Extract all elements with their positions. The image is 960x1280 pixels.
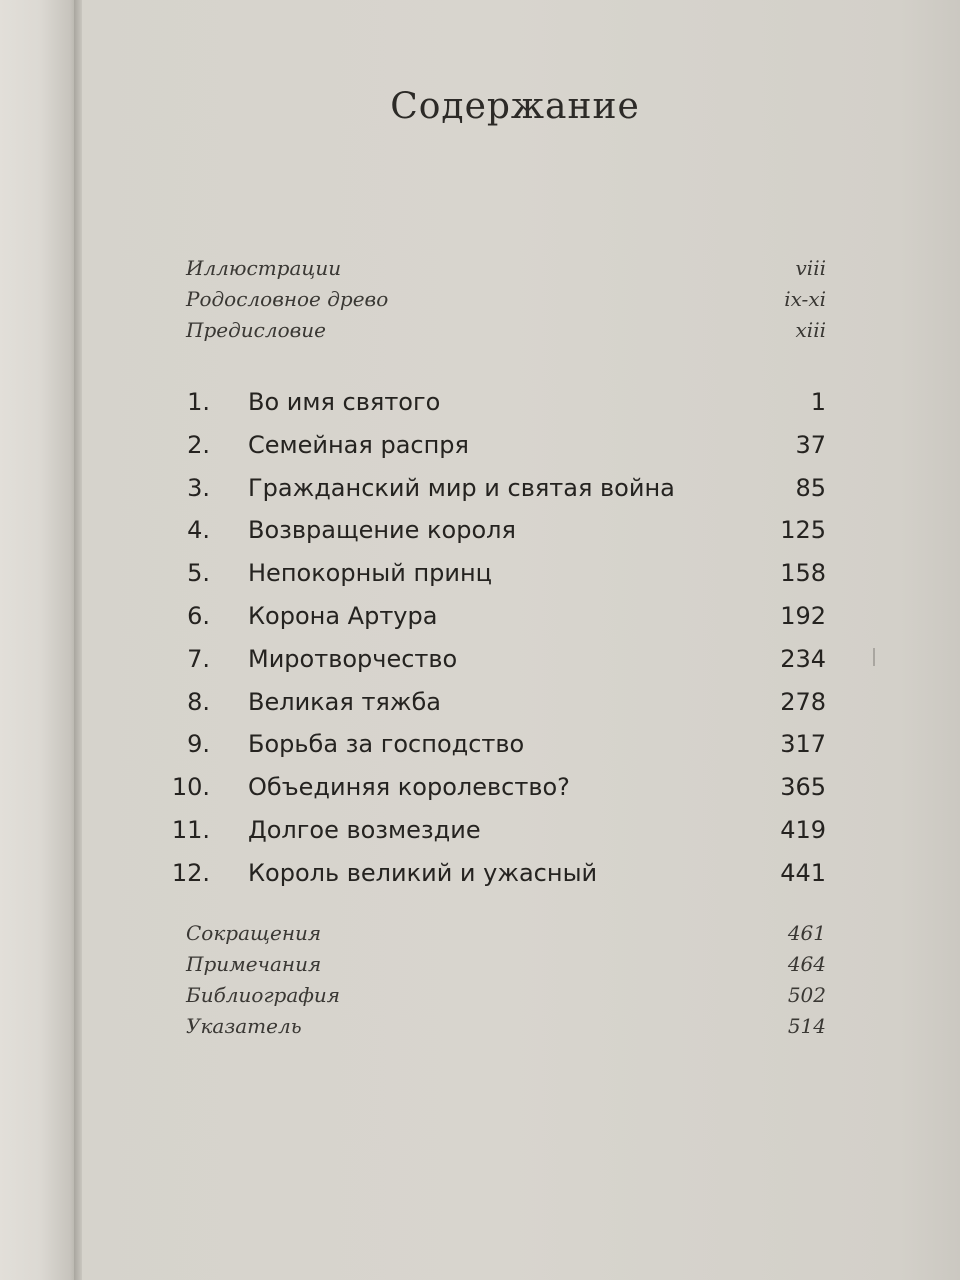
chapter-number: 12. [171, 858, 210, 887]
chapter-list [171, 388, 826, 902]
chapter-number: 7. [187, 644, 210, 673]
entry-page: xiii [795, 318, 826, 342]
binding-gutter [74, 0, 82, 1280]
entry-page: viii [795, 256, 826, 280]
chapter-page: 365 [780, 773, 826, 802]
chapter-page: 317 [780, 730, 826, 759]
chapter-title: Великая тяжба [248, 687, 441, 716]
entry-label: Библиография [186, 983, 341, 1007]
chapter-title: Гражданский мир и святая война [248, 473, 675, 502]
chapter-title: Корона Артура [248, 601, 438, 630]
chapter-page: 85 [795, 473, 826, 502]
chapter-title: Семейная распря [248, 430, 469, 459]
pencil-mark [873, 648, 875, 666]
front-matter-entry [186, 287, 826, 318]
entry-page: 502 [787, 983, 826, 1007]
chapter-page: 234 [780, 644, 826, 673]
chapter-number: 8. [187, 687, 210, 716]
chapter-page: 158 [780, 559, 826, 588]
chapter-number: 3. [187, 473, 210, 502]
chapter-title: Король великий и ужасный [248, 858, 598, 887]
chapter-page: 419 [780, 815, 826, 844]
chapter-entry [171, 773, 826, 816]
chapter-title: Возвращение короля [248, 516, 516, 545]
left-page-edge [0, 0, 74, 1280]
front-matter-entry [186, 256, 826, 287]
entry-label: Предисловие [186, 318, 326, 342]
chapter-page: 37 [795, 430, 826, 459]
entry-label: Указатель [186, 1014, 302, 1038]
chapter-entry [186, 516, 826, 559]
chapter-entry [171, 858, 826, 902]
chapter-number: 10. [171, 773, 210, 802]
chapter-page: 192 [780, 601, 826, 630]
chapter-title: Объединяя королевство? [248, 773, 570, 802]
chapter-page: 278 [780, 687, 826, 716]
chapter-entry [186, 602, 826, 645]
entry-label: Примечания [186, 952, 322, 976]
front-matter-list [186, 256, 826, 349]
chapter-title: Миротворчество [248, 644, 458, 673]
chapter-entry [186, 388, 826, 431]
chapter-number: 1. [187, 388, 210, 416]
front-matter-entry [186, 318, 826, 349]
chapter-number: 5. [187, 559, 210, 588]
entry-page: ix-xi [784, 287, 826, 311]
chapter-title: Во имя святого [248, 388, 441, 416]
chapter-number: 2. [187, 430, 210, 459]
chapter-entry [186, 559, 826, 602]
chapter-title: Борьба за господство [248, 730, 525, 759]
back-matter-entry [186, 952, 826, 983]
back-matter-entry [186, 983, 826, 1014]
back-matter-entry [186, 921, 826, 952]
chapter-entry [186, 431, 826, 474]
chapter-entry [186, 688, 826, 731]
back-matter-list [186, 921, 826, 1045]
page-title: Содержание [390, 86, 640, 127]
chapter-entry [186, 474, 826, 517]
chapter-title: Непокорный принц [248, 559, 493, 588]
chapter-number: 11. [171, 815, 210, 844]
chapter-entry [186, 730, 826, 773]
chapter-page: 125 [780, 516, 826, 545]
chapter-title: Долгое возмездие [248, 815, 481, 844]
entry-label: Родословное древо [186, 287, 389, 311]
chapter-entry [171, 815, 826, 859]
chapter-number: 6. [187, 601, 210, 630]
entry-page: 464 [787, 952, 826, 976]
entry-page: 461 [787, 921, 826, 945]
chapter-page: 1 [810, 388, 826, 416]
entry-label: Иллюстрации [186, 256, 342, 280]
chapter-number: 9. [187, 730, 210, 759]
entry-page: 514 [787, 1014, 826, 1038]
chapter-number: 4. [187, 516, 210, 545]
chapter-page: 441 [780, 858, 826, 887]
chapter-entry [186, 645, 826, 688]
back-matter-entry [186, 1014, 826, 1045]
entry-label: Сокращения [186, 921, 322, 945]
